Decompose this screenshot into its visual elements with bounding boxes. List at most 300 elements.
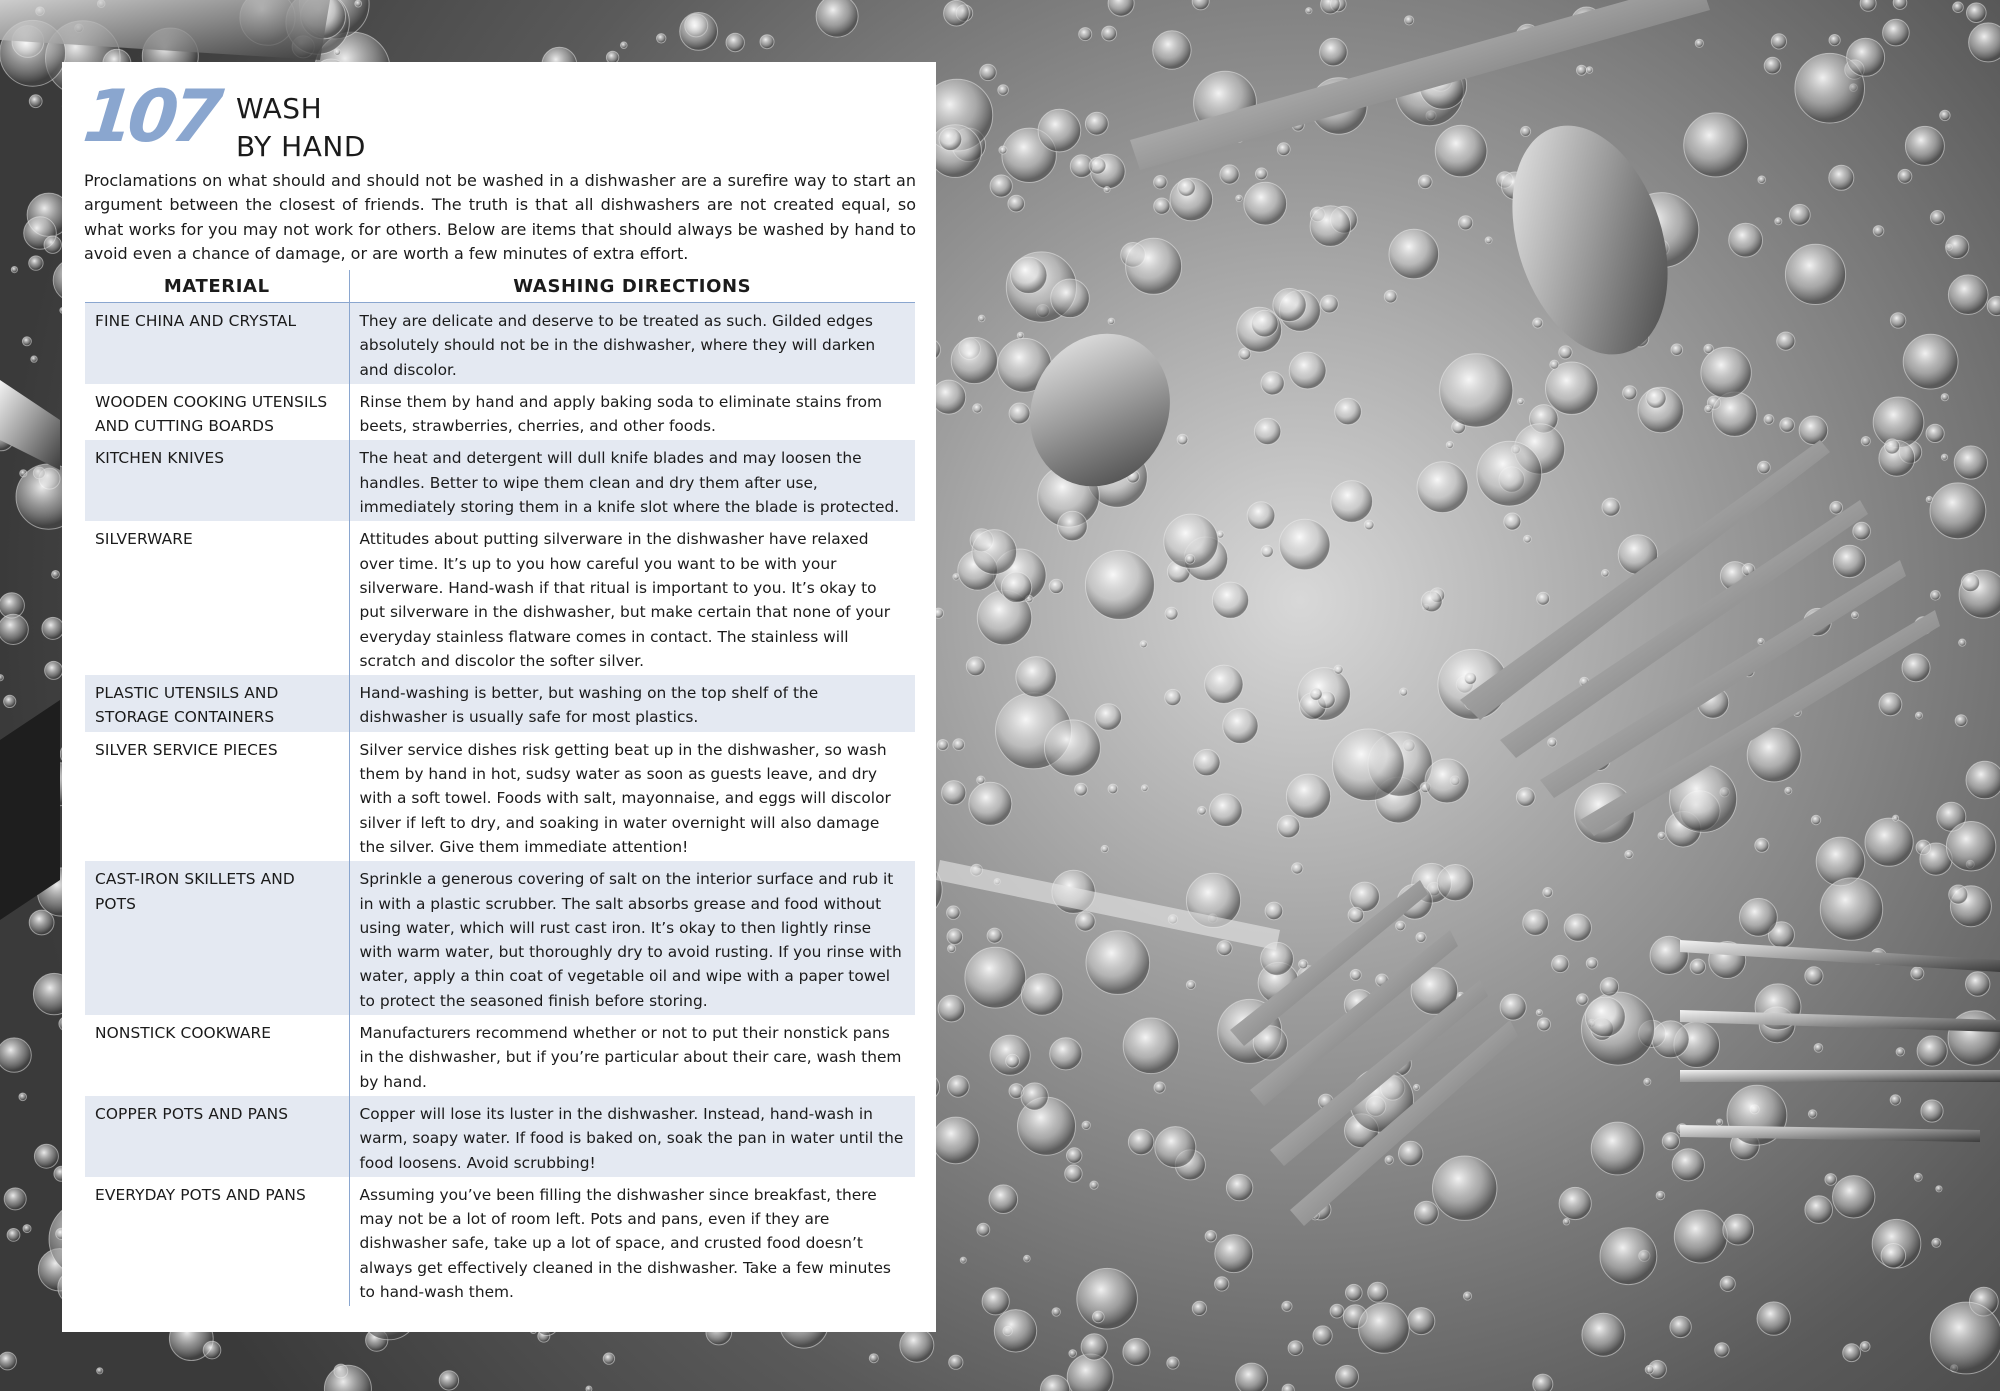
soap-bubble (22, 337, 31, 346)
material-cell: COPPER POTS AND PANS (85, 1096, 349, 1177)
soap-bubble (726, 33, 744, 51)
soap-bubble (603, 1353, 614, 1364)
soap-bubble (947, 929, 963, 945)
soap-bubble (1559, 346, 1572, 359)
soap-bubble (1220, 165, 1239, 184)
soap-bubble (1829, 165, 1854, 190)
soap-bubble (1671, 344, 1683, 356)
section-heading (79, 74, 684, 163)
soap-bubble (1217, 941, 1232, 956)
soap-bubble (949, 1355, 963, 1369)
soap-bubble (1236, 195, 1242, 201)
soap-bubble (1777, 332, 1795, 350)
soap-bubble (1879, 693, 1902, 716)
soap-bubble (1165, 689, 1181, 705)
soap-bubble (1890, 1095, 1900, 1105)
soap-bubble (1577, 65, 1587, 75)
soap-bubble (1177, 434, 1188, 445)
soap-bubble (1550, 360, 1559, 369)
soap-bubble (31, 356, 37, 362)
soap-bubble (1101, 845, 1108, 852)
soap-bubble (1883, 19, 1910, 46)
soap-bubble (1600, 978, 1618, 996)
soap-bubble (1396, 921, 1406, 931)
soap-bubble (1946, 822, 1995, 871)
soap-bubble (0, 1352, 16, 1370)
soap-bubble (1670, 1316, 1691, 1337)
soap-bubble (29, 95, 42, 108)
soap-bubble (1504, 513, 1521, 530)
soap-bubble (1008, 195, 1025, 212)
soap-bubble (932, 1117, 979, 1164)
soap-bubble (1282, 1384, 1294, 1391)
soap-bubble (1051, 279, 1090, 318)
soap-bubble (1865, 818, 1913, 866)
soap-bubble (1313, 1326, 1332, 1345)
soap-bubble (1757, 1302, 1790, 1335)
soap-bubble (1010, 257, 1046, 293)
soap-bubble (1247, 502, 1275, 530)
soap-bubble (960, 1257, 966, 1263)
soap-bubble (1921, 1100, 1943, 1122)
table-row (85, 1177, 915, 1306)
soap-bubble (938, 995, 965, 1022)
soap-bubble (42, 617, 64, 639)
soap-bubble (1926, 496, 1932, 502)
soap-bubble (1421, 591, 1442, 612)
soap-bubble (1645, 1365, 1654, 1374)
soap-bubble (1755, 838, 1769, 852)
soap-bubble (1538, 1018, 1551, 1031)
soap-bubble (1089, 157, 1106, 174)
soap-bubble (1805, 967, 1823, 985)
table-row (85, 861, 915, 1015)
soap-bubble (1016, 657, 1056, 697)
soap-bubble (944, 0, 970, 26)
soap-bubble (1582, 1313, 1625, 1356)
soap-bubble (1764, 415, 1774, 425)
soap-bubble (1969, 23, 2000, 62)
soap-bubble (1433, 1156, 1497, 1220)
soap-bubble (1961, 573, 1979, 591)
soap-bubble (1081, 1334, 1107, 1360)
soap-bubble (1223, 708, 1258, 743)
soap-bubble (1154, 176, 1167, 189)
soap-bubble (1656, 1191, 1665, 1200)
soap-bubble (1009, 403, 1030, 424)
soap-bubble (1536, 1010, 1542, 1016)
soap-bubble (1715, 1343, 1729, 1357)
soap-bubble (1881, 1244, 1906, 1269)
soap-bubble (1331, 481, 1373, 523)
soap-bubble (980, 64, 996, 80)
soap-bubble (1077, 1268, 1138, 1329)
soap-bubble (334, 49, 340, 55)
soap-bubble (1829, 35, 1840, 46)
soap-bubble (1799, 416, 1828, 445)
soap-bubble (1085, 550, 1154, 619)
soap-bubble (1205, 665, 1243, 703)
content-panel (62, 62, 936, 1332)
soap-bubble (1586, 67, 1592, 73)
soap-bubble (1941, 454, 1947, 460)
intro-paragraph: Proclamations on what should and should not be washed in a dishwasher are a surefire way to start an argument between the closest of friends. The truth is that all dishwashers are not created equal, so what works for you may not work for others. Below are items that should always be washed by hand to avoid even a chance of damage, or are worth a few minutes of extra effort. (84, 171, 916, 263)
soap-bubble (998, 85, 1009, 96)
soap-bubble (1533, 1374, 1553, 1391)
soap-bubble (1930, 1302, 2000, 1374)
soap-bubble (1155, 1127, 1196, 1168)
soap-bubble (1024, 1255, 1031, 1262)
soap-bubble (1843, 1344, 1861, 1362)
soap-bubble (1713, 392, 1757, 436)
soap-bubble (1729, 223, 1763, 257)
soap-bubble (973, 404, 982, 413)
soap-bubble (1602, 570, 1609, 577)
soap-bubble (1400, 688, 1408, 696)
soap-bubble (948, 945, 956, 953)
soap-bubble (1095, 704, 1121, 730)
soap-bubble (1335, 398, 1362, 425)
soap-bubble (1600, 1228, 1657, 1285)
soap-bubble (1936, 1186, 1942, 1192)
material-cell: WOODEN COOKING UTENSILS AND CUTTING BOARDS (85, 384, 349, 441)
soap-bubble (1805, 1196, 1833, 1224)
soap-bubble (1652, 1021, 1689, 1058)
soap-bubble (1860, 0, 1876, 11)
soap-bubble (1167, 1357, 1179, 1369)
soap-bubble (1873, 226, 1884, 237)
table-row (85, 1015, 915, 1096)
soap-bubble (1198, 806, 1207, 815)
table-row (85, 521, 915, 675)
soap-bubble (1658, 832, 1665, 839)
soap-bubble (1967, 3, 1987, 23)
soap-bubble (1085, 112, 1108, 135)
soap-bubble (1949, 885, 1968, 904)
directions-cell: Silver service dishes risk getting beat up in the dishwasher, so wash them by hand in hot, sudsy water as soon as guests leave, and dry with a soft towel. Foods with salt, mayonnaise, and eggs will discolor silver if left to dry, and soaking in water overnight will also damage the silver. Give them immediate attention! (359, 740, 891, 856)
soap-bubble (1277, 143, 1290, 156)
soap-bubble (1435, 125, 1487, 177)
soap-bubble (1852, 612, 1859, 619)
soap-bubble (1052, 1308, 1060, 1316)
soap-bubble (1108, 318, 1114, 324)
soap-bubble (1384, 290, 1397, 303)
soap-bubble (1067, 1148, 1082, 1163)
soap-bubble (1644, 1078, 1651, 1085)
soap-bubble (44, 236, 61, 253)
soap-bubble (1261, 545, 1273, 557)
soap-bubble (1814, 1044, 1823, 1053)
soap-bubble (1178, 179, 1195, 196)
soap-bubble (7, 1229, 20, 1242)
soap-bubble (1252, 310, 1279, 337)
soap-bubble (1946, 235, 1969, 258)
soap-bubble (1586, 958, 1597, 969)
soap-bubble (1359, 1303, 1410, 1354)
table-row (85, 303, 915, 384)
soap-bubble (965, 947, 1026, 1008)
soap-bubble (1623, 386, 1637, 400)
soap-bubble (969, 782, 1012, 825)
soap-bubble (29, 910, 54, 935)
soap-bubble (1758, 638, 1764, 644)
soap-bubble (1893, 815, 1899, 821)
soap-bubble (1625, 850, 1633, 858)
soap-bubble (355, 0, 362, 7)
soap-bubble (1288, 1341, 1303, 1356)
soap-bubble (990, 175, 1012, 197)
soap-bubble (1775, 218, 1782, 225)
soap-bubble (1001, 572, 1031, 602)
soap-bubble (1123, 1018, 1179, 1074)
material-cell: KITCHEN KNIVES (85, 440, 349, 521)
soap-bubble (1548, 738, 1557, 747)
soap-bubble (1833, 545, 1865, 577)
soap-bubble (1408, 1308, 1435, 1335)
soap-bubble (1292, 863, 1303, 874)
soap-bubble (1050, 1038, 1082, 1070)
soap-bubble (29, 256, 43, 270)
soap-bubble (1953, 2, 1964, 13)
soap-bubble (1414, 1084, 1420, 1090)
soap-bubble (1564, 914, 1591, 941)
soap-bubble (0, 1038, 31, 1072)
soap-bubble (1914, 1173, 1922, 1181)
soap-bubble (1320, 38, 1348, 66)
soap-bubble (1282, 1301, 1292, 1311)
soap-bubble (1646, 388, 1666, 408)
soap-bubble (1931, 591, 1941, 601)
soap-bubble (1705, 405, 1712, 412)
soap-bubble (989, 1185, 1018, 1214)
soap-bubble (1289, 352, 1326, 389)
soap-bubble (939, 128, 962, 151)
section-title-line1: WASH (236, 92, 323, 125)
soap-bubble (1533, 318, 1543, 328)
directions-cell: Sprinkle a generous covering of salt on the interior surface and rub it in with a plastic scrubber. The salt absorbs grease and food without using water, which will rust cast iron. It’s okay to then lightly rinse with warm water, but thoroughly dry to avoid rusting. If you rinse with water, apply a thin coat of vegetable oil and wipe with a paper towel to protect the seasoned finish before storing. (349, 861, 915, 1015)
soap-bubble (1254, 418, 1280, 444)
directions-cell: They are delicate and deserve to be treated as such. Gilded edges absolutely should not be in the dishwasher, where they will darken and discolor. (349, 303, 915, 384)
soap-bubble (1966, 761, 2000, 799)
soap-bubble (1205, 1231, 1216, 1242)
soap-bubble (1948, 275, 1988, 315)
soap-bubble (1546, 362, 1598, 414)
soap-bubble (1485, 237, 1492, 244)
soap-bubble (1459, 216, 1473, 230)
soap-bubble (45, 661, 63, 679)
soap-bubble (1215, 1277, 1229, 1291)
soap-bubble (953, 739, 965, 751)
soap-bubble (1286, 774, 1330, 818)
soap-bubble (1108, 0, 1134, 16)
soap-bubble (1069, 1350, 1077, 1358)
soap-bubble (1758, 461, 1771, 474)
soap-bubble (1941, 394, 1948, 401)
soap-bubble (1425, 759, 1469, 803)
soap-bubble (1210, 794, 1243, 827)
soap-bubble (1212, 582, 1248, 618)
soap-bubble (1093, 1311, 1105, 1323)
directions-cell: Hand-washing is better, but washing on the top shelf of the dishwasher is usually safe for most plastics. (349, 675, 915, 732)
soap-bubble (1785, 787, 1792, 794)
soap-bubble (1720, 1276, 1735, 1291)
soap-bubble (1902, 654, 1930, 682)
soap-bubble (977, 1223, 990, 1236)
soap-bubble (987, 928, 1002, 943)
soap-bubble (1524, 535, 1532, 543)
soap-bubble (1333, 729, 1405, 801)
soap-bubble (1477, 441, 1542, 506)
material-cell: PLASTIC UTENSILS AND STORAGE CONTAINERS (85, 675, 349, 732)
soap-bubble (1123, 1338, 1150, 1365)
soap-bubble (1049, 579, 1063, 593)
soap-bubble (1273, 288, 1306, 321)
soap-bubble (1825, 1174, 1837, 1186)
soap-bubble (1140, 641, 1147, 648)
soap-bubble (1021, 974, 1063, 1016)
soap-bubble (0, 614, 28, 644)
directions-cell: Attitudes about putting silverware in the dishwasher have relaxed over time. It’s up to you how careful you want to be with your silverware. Hand-wash if that ritual is important to you. It’s okay to put silverware in the dishwasher, but make certain that none of your everyday stainless flatware comes in contact. The stainless will scratch and discolor the softer silver. (359, 530, 891, 670)
soap-bubble (760, 35, 774, 49)
soap-bubble (1104, 187, 1110, 193)
soap-bubble (1006, 1054, 1020, 1068)
section-title-line2: BY HAND (236, 130, 366, 163)
soap-bubble (1075, 783, 1088, 796)
soap-bubble (1662, 1133, 1679, 1150)
soap-bubble (900, 1328, 934, 1362)
soap-bubble (1559, 1187, 1591, 1219)
soap-bubble (52, 571, 60, 579)
soap-bubble (1898, 169, 1912, 183)
soap-bubble (1789, 204, 1810, 225)
directions-cell: The heat and detergent will dull knife blades and may loosen the handles. Better to wipe them clean and dry them after use, immediately storing them in a knife slot where the blade is protected. (349, 440, 915, 521)
soap-bubble (1044, 720, 1100, 776)
soap-bubble (1808, 1110, 1816, 1118)
soap-bubble (1399, 1141, 1423, 1165)
soap-bubble (1672, 1149, 1704, 1181)
soap-bubble (1038, 109, 1081, 152)
soap-bubble (23, 1225, 31, 1233)
material-cell: NONSTICK COOKWARE (85, 1015, 349, 1096)
soap-bubble (1165, 607, 1178, 620)
directions-cell: Assuming you’ve been filling the dishwasher since breakfast, there may not be a lot of room left. Pots and pans, even if they are dishwasher safe, take up a lot of space, and crusted food doesn’t always get effectively cleaned in the dishwasher. Take a few minutes to hand-wash them. (359, 1185, 891, 1301)
soap-bubble (1330, 1304, 1344, 1318)
table-row (85, 1096, 915, 1177)
soap-bubble (816, 0, 858, 37)
soap-bubble (1780, 418, 1795, 433)
soap-bubble (1437, 865, 1473, 901)
soap-bubble (1518, 398, 1524, 404)
soap-bubble (621, 42, 628, 49)
soap-bubble (1465, 673, 1477, 685)
soap-bubble (1226, 1174, 1252, 1200)
soap-bubble (972, 530, 1017, 575)
soap-bubble (1126, 238, 1182, 294)
soap-bubble (1194, 749, 1220, 775)
soap-bubble (1911, 967, 1924, 980)
soap-bubble (1523, 910, 1549, 936)
soap-bubble (1847, 38, 1885, 76)
soap-bubble (1674, 1210, 1727, 1263)
soap-bubble (1153, 31, 1191, 69)
soap-bubble (1521, 126, 1531, 136)
soap-bubble (1108, 784, 1118, 794)
soap-bubble (994, 1310, 1036, 1352)
soap-bubble (978, 315, 985, 322)
soap-bubble (1405, 16, 1414, 25)
soap-bubble (1040, 1375, 1069, 1391)
soap-bubble (1446, 442, 1453, 449)
soap-bubble (1310, 206, 1351, 247)
soap-bubble (1853, 522, 1871, 540)
soap-bubble (1893, 0, 1907, 9)
soap-bubble (1418, 175, 1432, 189)
soap-bubble (97, 1368, 103, 1374)
soap-bubble (1930, 483, 1986, 539)
soap-bubble (1602, 498, 1620, 516)
soap-bubble (1364, 520, 1374, 530)
soap-bubble (1860, 1342, 1870, 1352)
soap-bubble (1690, 959, 1705, 974)
soap-bubble (1265, 902, 1283, 920)
soap-bubble (1740, 898, 1778, 936)
soap-bubble (19, 1093, 27, 1101)
soap-bubble (1082, 1121, 1090, 1129)
soap-bubble (1695, 39, 1703, 47)
soap-bubble (948, 1076, 970, 1098)
material-cell: SILVERWARE (85, 521, 349, 675)
table-row (85, 732, 915, 861)
soap-bubble (1348, 907, 1364, 923)
soap-bubble (1065, 1165, 1082, 1182)
soap-bubble (1764, 57, 1781, 74)
directions-cell: Copper will lose its luster in the dishwasher. Instead, hand-wash in warm, soapy water. If food is baked on, soak the pan in water until the food loosens. Avoid scrubbing! (349, 1096, 915, 1177)
soap-bubble (1261, 372, 1284, 395)
soap-bubble (1723, 1214, 1754, 1245)
soap-bubble (1346, 1284, 1363, 1301)
soap-bubble (439, 1371, 458, 1390)
spoon-bowl (1485, 106, 1695, 375)
soap-bubble (1306, 8, 1312, 14)
soap-bubble (1334, 665, 1343, 674)
soap-bubble (1102, 26, 1117, 41)
soap-bubble (1684, 113, 1748, 177)
soap-bubble (1987, 296, 2000, 315)
soap-bubble (1885, 439, 1900, 454)
soap-bubble (1185, 554, 1195, 564)
soap-bubble (1350, 969, 1361, 980)
soap-bubble (11, 267, 17, 273)
soap-bubble (1955, 715, 1967, 727)
soap-bubble (4, 695, 16, 707)
soap-bubble (1930, 211, 1944, 225)
soap-bubble (203, 1341, 221, 1359)
soap-bubble (1256, 168, 1268, 180)
soap-bubble (999, 146, 1007, 154)
soap-bubble (1916, 712, 1923, 719)
soap-bubble (1236, 1363, 1268, 1391)
soap-bubble (586, 1386, 592, 1391)
soap-bubble (1277, 815, 1299, 837)
soap-bubble (1463, 1292, 1471, 1300)
soap-bubble (1385, 1156, 1393, 1164)
soap-bubble (680, 13, 718, 51)
soap-bubble (34, 1144, 58, 1168)
section-number: 107 (79, 74, 221, 158)
directions-cell: Manufacturers recommend whether or not to put their nonstick pans in the dishwasher, but if you’re particular about their care, wash them by hand. (359, 1024, 902, 1091)
soap-bubble (1141, 785, 1148, 792)
soap-bubble (1543, 888, 1553, 898)
